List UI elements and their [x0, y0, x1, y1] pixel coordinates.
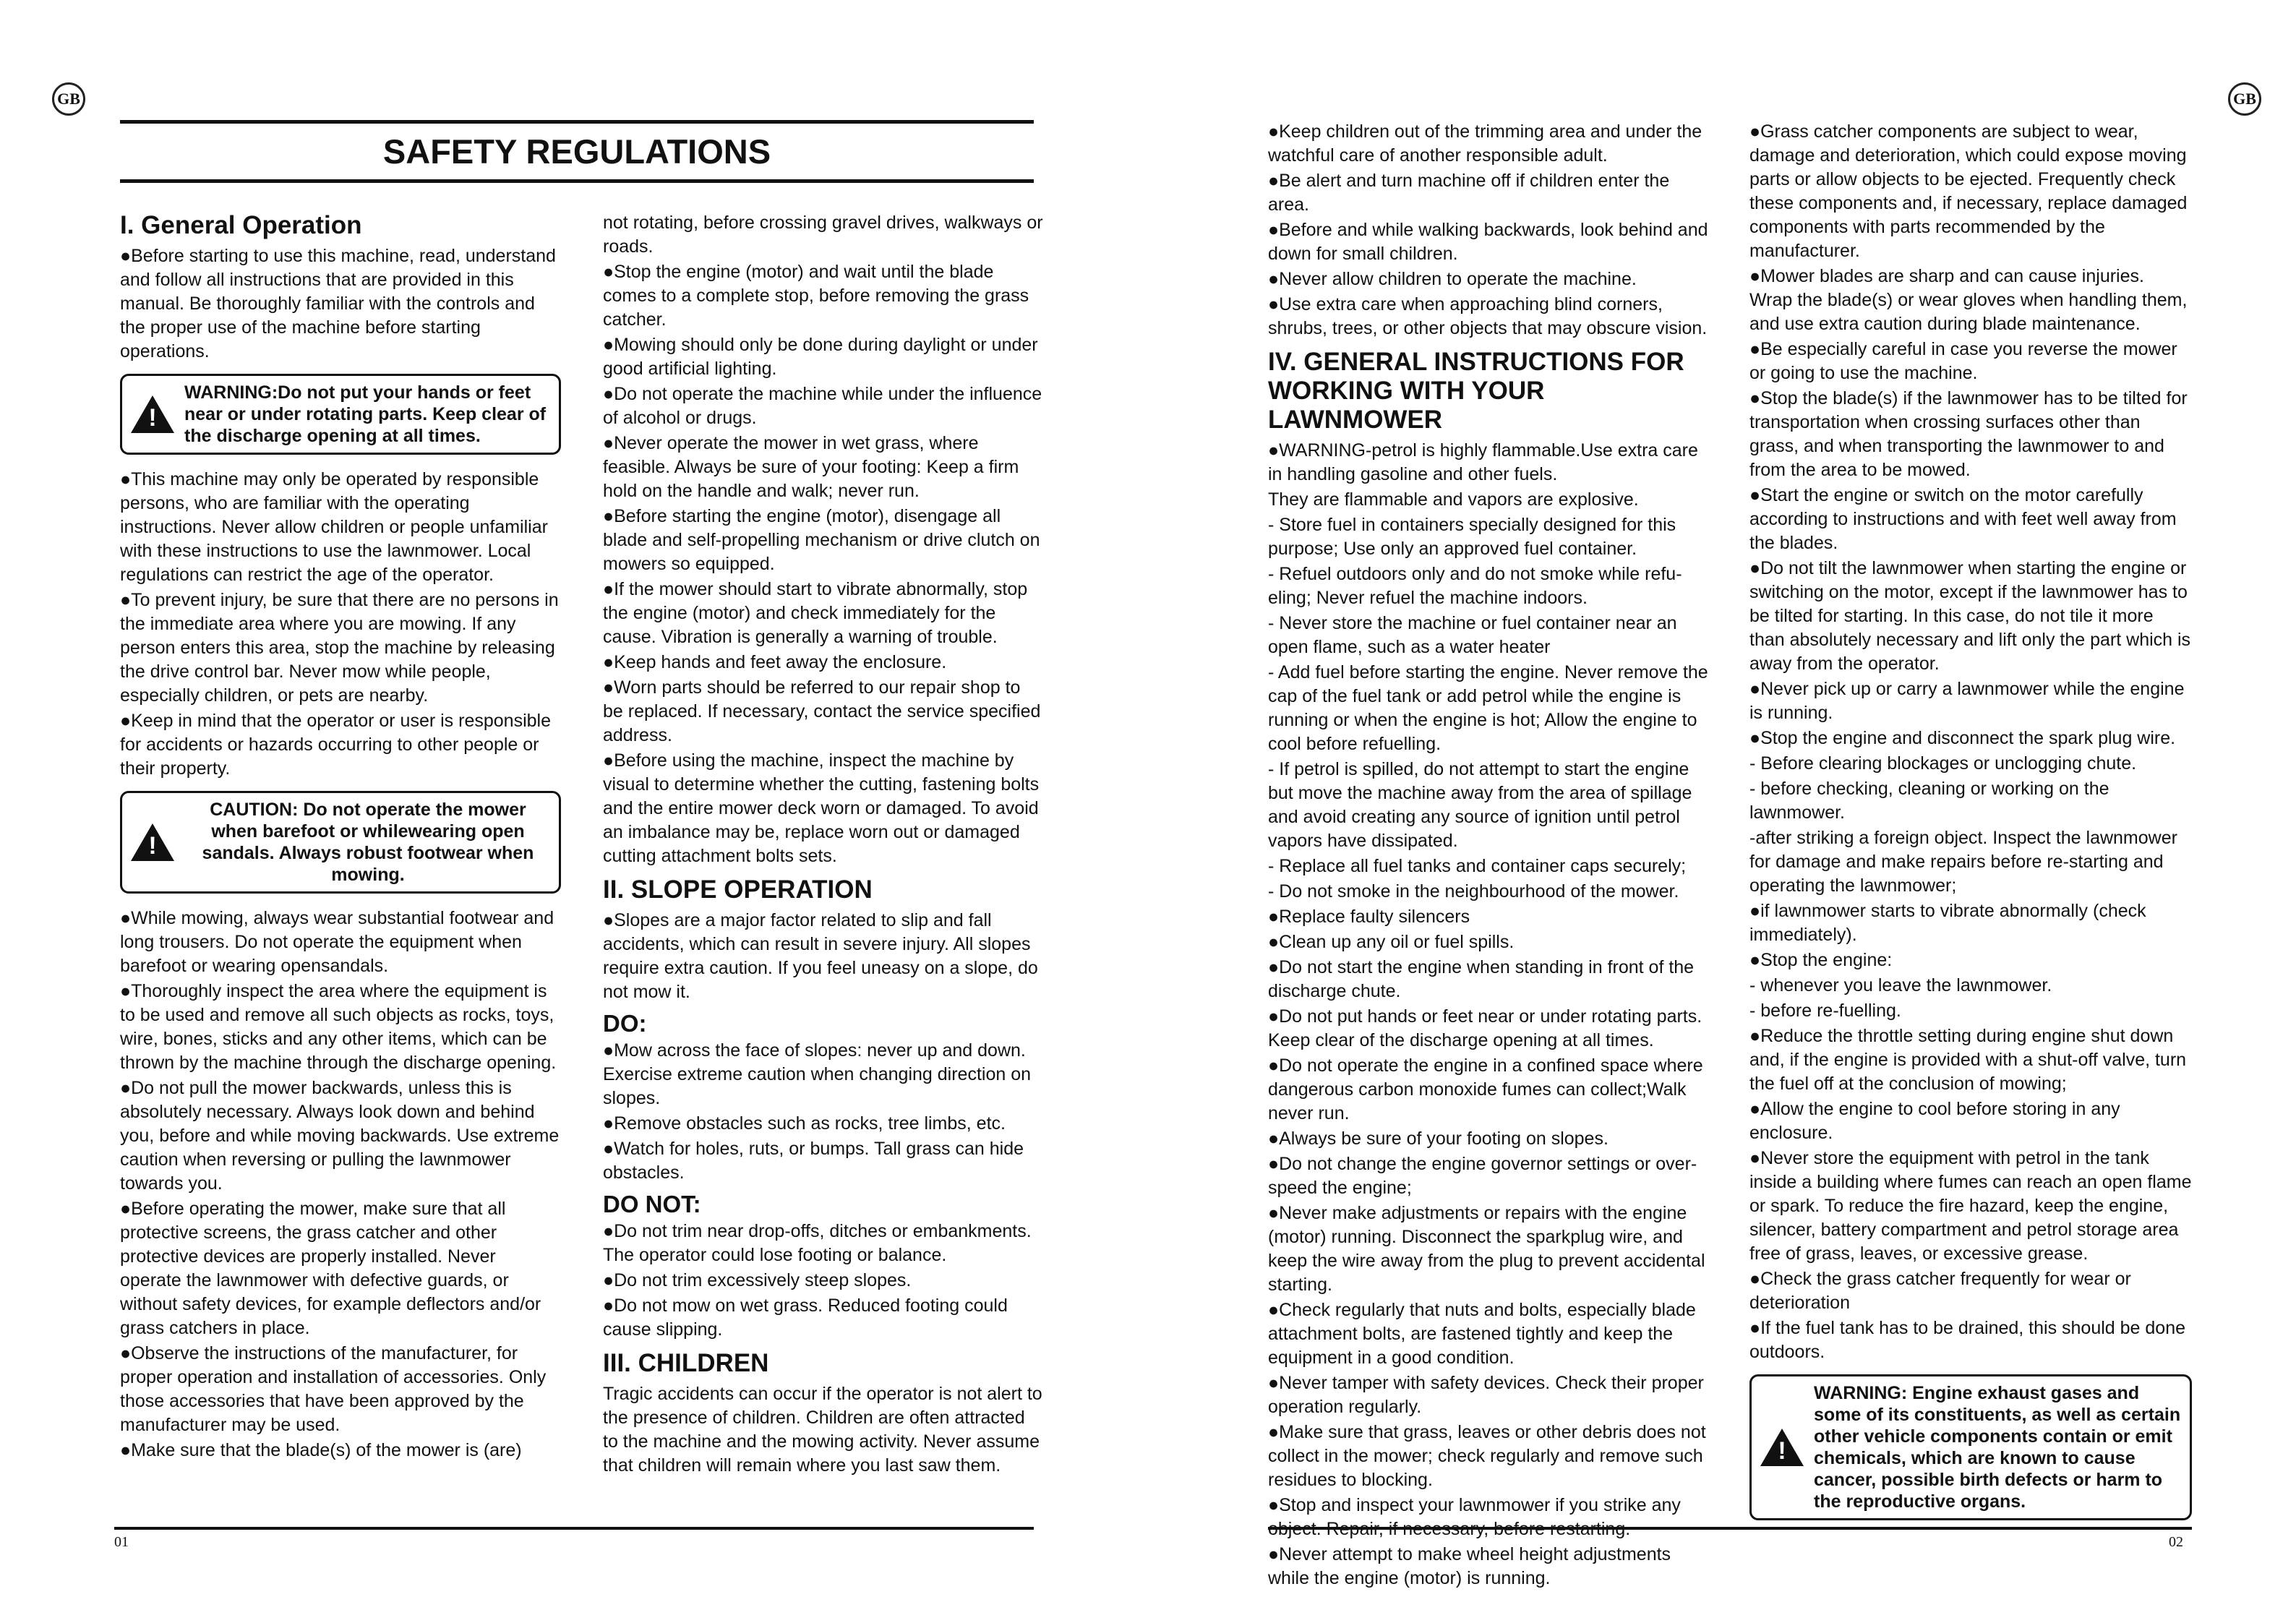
paragraph: ●Stop the engine and disconnect the spark plug wire. — [1749, 728, 2176, 748]
caution-text: CAUTION: Do not operate the mower when barefoot or whilewearing open sandals. Always robust footwear when mowing. — [202, 800, 534, 885]
paragraph: ●Never pick up or carry a lawnmower while the engine is running. — [1749, 679, 2185, 723]
paragraph: ●Check the grass catcher frequently for wear or deterioration — [1749, 1269, 2131, 1313]
caution-box — [120, 791, 561, 894]
page-title: SAFETY REGULATIONS — [382, 132, 771, 171]
paragraph: not rotating, before crossing gravel drives, walkways or roads. — [603, 213, 1043, 257]
paragraph: ●Do not trim excessively steep slopes. — [603, 1270, 912, 1290]
paragraph: ●Mower blades are sharp and can cause injuries. Wrap the blade(s) or wear gloves when handling them, and use extra caution during blade maintenance. — [1749, 266, 2188, 334]
paragraph: Tragic accidents can occur if the operator is not alert to the presence of children. Children are often attracted to the machine and the mowing activity. Never assume that children will remain where you last saw them. — [603, 1384, 1042, 1476]
paragraph: ●Allow the engine to cool before storing in any enclosure. — [1749, 1099, 2120, 1143]
paragraph: ●Do not trim near drop-offs, ditches or embankments. The operator could lose footing or balance. — [603, 1221, 1032, 1265]
paragraph: ●This machine may only be operated by responsible persons, who are familiar with the operating instructions. Never allow children or people unfamiliar with these instructions to use the lawnmower. Local regulations can restrict the age of the operator. — [120, 469, 548, 585]
paragraph: ●Thoroughly inspect the area where the equipment is to be used and remove all such objects as rocks, toys, wire, bones, sticks and any other items, which can be thrown by the machine through the discharge opening. — [120, 981, 557, 1073]
paragraph: ●Stop the blade(s) if the lawnmower has to be tilted for transportation when crossing surfaces other than grass, and when transporting the lawnmower to and from the area to be mowed. — [1749, 388, 2188, 480]
paragraph: ●While mowing, always wear substantial footwear and long trousers. Do not operate the equipment when barefoot or wearing opensandals. — [120, 908, 554, 976]
heading-general-operation: I. General Operation — [120, 211, 362, 239]
footer-rule-right — [1268, 1527, 2192, 1530]
paragraph: ●Remove obstacles such as rocks, tree limbs, etc. — [603, 1113, 1006, 1134]
paragraph: - Refuel outdoors only and do not smoke while refu-eling; Never refuel the machine indoors. — [1268, 564, 1682, 608]
paragraph: ●Before starting to use this machine, read, understand and follow all instructions that are provided in this manual. Be thoroughly familiar with the controls and the proper use of the machine before starting operations. — [120, 246, 556, 361]
page-number-left: 01 — [114, 1534, 129, 1550]
paragraph: ●Mow across the face of slopes: never up and down. Exercise extreme caution when changing direction on slopes. — [603, 1040, 1032, 1108]
paragraph: ●Stop and inspect your lawnmower if you strike any — [1268, 1495, 1681, 1515]
paragraph: ●Make sure that the blade(s) of the mower is (are) — [120, 1440, 522, 1460]
paragraph: ●Do not operate the engine in a confined space where dangerous carbon monoxide fumes can collect;Walk never run. — [1268, 1055, 1703, 1123]
paragraph: ●Never tamper with safety devices. Check their proper operation regularly. — [1268, 1373, 1704, 1417]
paragraph: ●Check regularly that nuts and bolts, especially blade attachment bolts, are fastened tightly and keep the equipment in a good condition. — [1268, 1300, 1696, 1368]
paragraph: ●Use extra care when approaching blind corners, shrubs, trees, or other objects that may obscure vision. — [1268, 294, 1708, 338]
paragraph: - before checking, cleaning or working on the lawnmower. — [1749, 779, 2109, 823]
paragraph: ●Never allow children to operate the machine. — [1268, 269, 1637, 289]
column-1 — [120, 204, 561, 1464]
paragraph: ●If the mower should start to vibrate abnormally, stop the engine (motor) and check immediately for the cause. Vibration is generally a warning of trouble. — [603, 579, 1028, 647]
paragraph: ●Reduce the throttle setting during engine shut down and, if the engine is provided with a shut-off valve, turn the fuel off at the conclusion of mowing; — [1749, 1026, 2187, 1094]
paragraph: ●Keep in mind that the operator or user is responsible for accidents or hazards occurring to other people or their property. — [120, 711, 551, 779]
paragraph: ●Worn parts should be referred to our repair shop to be replaced. If necessary, contact the service specified address. — [603, 677, 1041, 745]
paragraph: - If petrol is spilled, do not attempt to start the engine but move the machine away from the area of spillage and avoid creating any source of ignition until petrol vapors have dissipated. — [1268, 759, 1692, 851]
column-3 — [1268, 120, 1710, 1592]
paragraph: ●Make sure that grass, leaves or other debris does not collect in the mower; check regularly and remove such residues to blocking. — [1268, 1422, 1706, 1490]
warning-box-exhaust — [1749, 1374, 2192, 1520]
paragraph: ●Before using the machine, inspect the machine by visual to determine whether the cutting, fastening bolts and the entire mower deck worn or damaged. To avoid an imbalance may be, replace worn out or damaged cutting attachment bolts sets. — [603, 750, 1040, 866]
paragraph: ●Do not operate the machine while under the influence of alcohol or drugs. — [603, 384, 1042, 428]
paragraph: ●Watch for holes, ruts, or bumps. Tall grass can hide obstacles. — [603, 1139, 1024, 1183]
paragraph: ●Before operating the mower, make sure that all protective screens, the grass catcher and other protective devices are properly installed. Never operate the lawnmower with defective guards, or without safety devices, for example deflectors and/or grass catchers in place. — [120, 1199, 541, 1338]
paragraph: ●Grass catcher components are subject to wear, damage and deterioration, which could expose moving parts or allow objects to be ejected. Frequently check these components and, if necessary, replace damaged components with parts recommended by the manufacturer. — [1749, 121, 2188, 261]
paragraph: ●Do not tilt the lawnmower when starting the engine or switching on the motor, except if the lawnmower has to be tilted for starting. In this case, do not tile it more than absolutely necessary and lift only the part which is away from the operator. — [1749, 558, 2191, 674]
paragraph: ●Before and while walking backwards, look behind and down for small children. — [1268, 220, 1708, 264]
paragraph: ●Do not put hands or feet near or under rotating parts. Keep clear of the discharge opening at all times. — [1268, 1006, 1702, 1050]
paragraph: ●WARNING-petrol is highly flammable.Use extra care in handling gasoline and other fuels. — [1268, 440, 1698, 484]
page-number-right: 02 — [2169, 1534, 2183, 1550]
heading-slope-operation: II. SLOPE OPERATION — [603, 875, 873, 904]
paragraph: ●Never operate the mower in wet grass, where feasible. Always be sure of your footing: Keep a firm hold on the handle and walk; never run. — [603, 433, 1019, 501]
paragraph: -after striking a foreign object. Inspect the lawnmower for damage and make repairs before re-starting and operating the lawnmower; — [1749, 828, 2177, 896]
paragraph: ●Keep hands and feet away the enclosure. — [603, 652, 947, 672]
paragraph: ●Never store the equipment with petrol in the tank inside a building where fumes can reach an open flame or spark. To reduce the fire hazard, keep the engine, silencer, battery compartment and petrol storage area free of grass, leaves, or excessive grease. — [1749, 1148, 2192, 1264]
paragraph: ●Do not start the engine when standing in front of the discharge chute. — [1268, 957, 1695, 1001]
paragraph: ●Be alert and turn machine off if children enter the area. — [1268, 171, 1670, 215]
column-2 — [603, 211, 1044, 1479]
paragraph: ●Keep children out of the trimming area and under the watchful care of another responsible adult. — [1268, 121, 1702, 166]
paragraph: ●Stop the engine: — [1749, 950, 1893, 970]
paragraph: ●Do not mow on wet grass. Reduced footing could cause slipping. — [603, 1296, 1008, 1340]
gb-badge-right: GB — [2228, 82, 2261, 116]
paragraph: - Do not smoke in the neighbourhood of the mower. — [1268, 881, 1679, 902]
paragraph: ●Before starting the engine (motor), disengage all blade and self-propelling mechanism or drive clutch on mowers so equipped. — [603, 506, 1040, 574]
title-bottom-rule — [120, 179, 1034, 183]
paragraph: ●Do not pull the mower backwards, unless this is absolutely necessary. Always look down and behind you, before and while moving backwards. Use extreme caution when reversing or pulling the lawnmower towards you. — [120, 1078, 560, 1194]
paragraph: - Store fuel in containers specially designed for this purpose; Use only an approved fuel container. — [1268, 515, 1676, 559]
paragraph: - Add fuel before starting the engine. Never remove the cap of the fuel tank or add petrol while the engine is running or when the engine is hot; Allow the engine to cool before refuelling. — [1268, 662, 1708, 754]
heading-do-not: DO NOT: — [603, 1191, 701, 1217]
paragraph: ●To prevent injury, be sure that there are no persons in the immediate area where you are mowing. If any person enters this area, stop the machine by releasing the drive control bar. Never mow while people, especially children, or pets are nearby. — [120, 590, 559, 706]
paragraph: ●Never make adjustments or repairs with the engine (motor) running. Disconnect the sparkplug wire, and keep the wire away from the plug to prevent accidental starting. — [1268, 1203, 1705, 1295]
paragraph: ●If the fuel tank has to be drained, this should be done outdoors. — [1749, 1318, 2186, 1362]
paragraph: ●Replace faulty silencers — [1268, 907, 1470, 927]
paragraph: ●if lawnmower starts to vibrate abnormally (check immediately). — [1749, 901, 2146, 945]
warning-text: WARNING: Engine exhaust gases and some of its constituents, as well as certain other vehicle components contain or emit chemicals, which are known to cause cancer, possible birth defects or harm to the reproductive organs. — [1814, 1383, 2181, 1512]
footer-rule-left — [114, 1527, 1034, 1530]
gb-badge-left: GB — [52, 82, 85, 116]
paragraph: ●Mowing should only be done during daylight or under good artificial lighting. — [603, 335, 1038, 379]
paragraph: - Never store the machine or fuel container near an open flame, such as a water heater — [1268, 613, 1677, 657]
title-top-rule — [120, 120, 1034, 124]
paragraph: ●Never attempt to make wheel height adjustments while the engine (motor) is running. — [1268, 1544, 1671, 1588]
warning-box — [120, 374, 561, 455]
paragraph: ●Clean up any oil or fuel spills. — [1268, 932, 1515, 952]
paragraph: - Before clearing blockages or unclogging chute. — [1749, 753, 2137, 774]
paragraph: ●Stop the engine (motor) and wait until the blade comes to a complete stop, before removing the grass catcher. — [603, 262, 1029, 330]
heading-general-instructions: IV. GENERAL INSTRUCTIONS FOR WORKING WITH YOUR LAWNMOWER — [1268, 348, 1684, 434]
warning-icon: ! — [1760, 1429, 1804, 1466]
paragraph: ●Be especially careful in case you reverse the mower or going to use the machine. — [1749, 339, 2177, 383]
paragraph: ●Observe the instructions of the manufacturer, for proper operation and installation of accessories. Only those accessories that have been approved by the manufacturer may be used. — [120, 1343, 547, 1435]
heading-do: DO: — [603, 1010, 647, 1037]
paragraph: ●Always be sure of your footing on slopes. — [1268, 1129, 1609, 1149]
warning-icon: ! — [131, 395, 174, 433]
warning-icon: ! — [131, 823, 174, 861]
paragraph: ●Slopes are a major factor related to slip and fall accidents, which can result in severe injury. All slopes require extra caution. If you feel uneasy on a slope, do not mow it. — [603, 910, 1038, 1002]
column-4 — [1749, 120, 2192, 1533]
paragraph: - Replace all fuel tanks and container caps securely; — [1268, 856, 1687, 876]
paragraph: They are flammable and vapors are explosive. — [1268, 489, 1639, 510]
paragraph: ●Do not change the engine governor settings or over-speed the engine; — [1268, 1154, 1697, 1198]
paragraph: - before re-fuelling. — [1749, 1001, 1901, 1021]
heading-children: III. CHILDREN — [603, 1349, 769, 1377]
paragraph: ●Start the engine or switch on the motor carefully according to instructions and with feet well away from the blades. — [1749, 485, 2177, 553]
paragraph: - whenever you leave the lawnmower. — [1749, 975, 2052, 995]
warning-text: WARNING:Do not put your hands or feet near or under rotating parts. Keep clear of the discharge opening at all times. — [184, 382, 547, 446]
